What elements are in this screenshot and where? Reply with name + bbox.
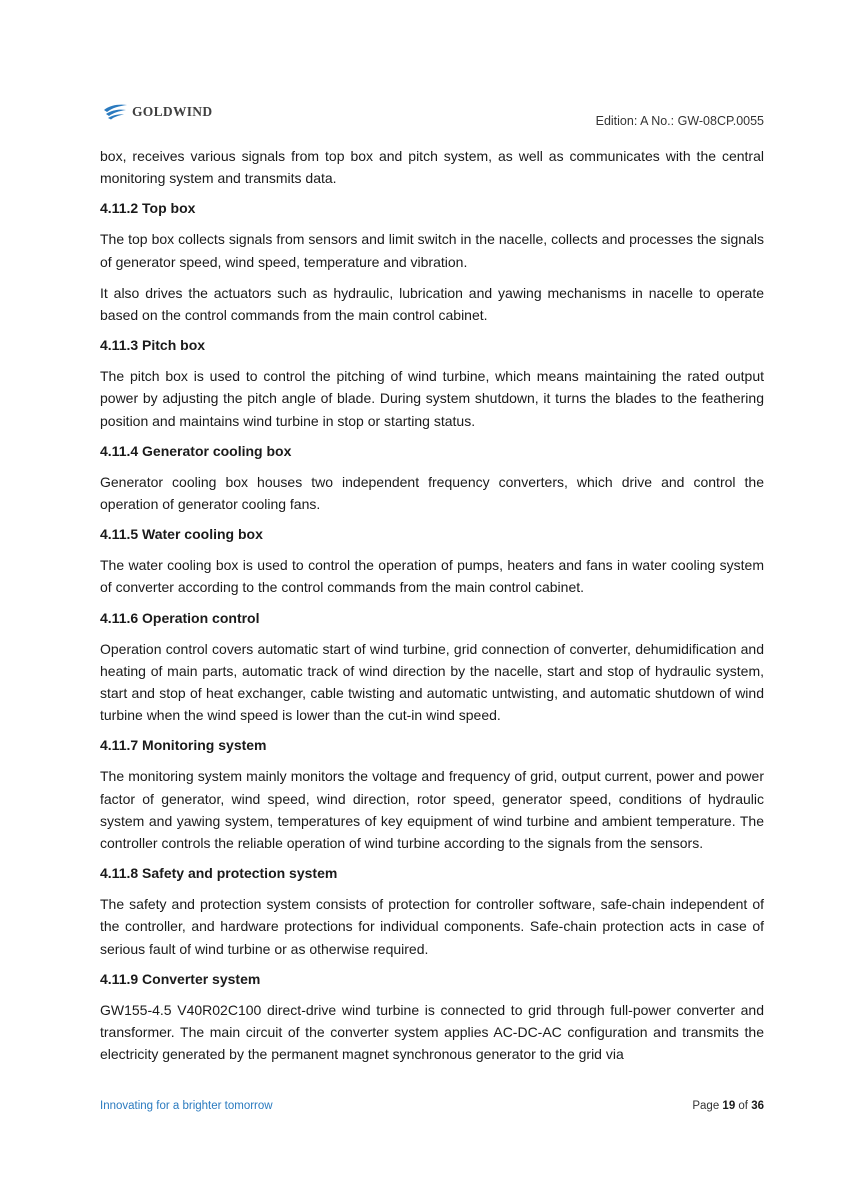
section-heading-water-cooling-box: 4.11.5 Water cooling box	[100, 526, 263, 543]
page-number	[692, 1100, 764, 1112]
goldwind-logo	[102, 104, 212, 120]
paragraph: The pitch box is used to control the pitching of wind turbine, which means maintaining the rated output power by adjusting the pitch angle of blade. During system shutdown, it turns the blades to the feathering position and maintains wind turbine in stop or starting status.	[100, 368, 764, 429]
edition-number: Edition: A No.: GW-08CP.0055	[595, 114, 764, 128]
goldwind-wind-icon	[102, 104, 128, 120]
section-heading-top-box: 4.11.2 Top box	[100, 200, 196, 217]
page-prefix: Page	[692, 1100, 723, 1112]
paragraph: The water cooling box is used to control the operation of pumps, heaters and fans in water cooling system of converter according to the control commands from the main control cabinet.	[100, 557, 764, 596]
paragraph: Generator cooling box houses two independent frequency converters, which drive and control the operation of generator cooling fans.	[100, 473, 764, 513]
paragraph: Operation control covers automatic start of wind turbine, grid connection of converter, dehumidification and heating of main parts, automatic track of wind direction by the nacelle, start and stop of hydraulic system, start and stop of heat exchanger, cable twisting and automatic untwisting, and automatic shutdown of wind turbine when the wind speed is lower than the cut-in wind speed.	[100, 640, 764, 724]
section-heading-converter-system: 4.11.9 Converter system	[100, 970, 261, 987]
section-heading-safety-protection: 4.11.8 Safety and protection system	[100, 865, 338, 882]
section-heading-generator-cooling-box: 4.11.4 Generator cooling box	[100, 442, 292, 459]
paragraph: The top box collects signals from sensors and limit switch in the nacelle, collects and processes the signals of generator speed, wind speed, temperature and vibration.	[100, 231, 764, 270]
paragraph: The monitoring system mainly monitors the voltage and frequency of grid, output current, power and power factor of generator, wind speed, wind direction, rotor speed, generator speed, conditions of hydraulic system and yawing system, temperatures of key equipment of wind turbine and ambient temperature. The controller controls the reliable operation of wind turbine according to the signals from the sensors.	[100, 768, 764, 852]
section-heading-monitoring-system: 4.11.7 Monitoring system	[100, 737, 267, 754]
brand-name: GOLDWIND	[132, 104, 213, 119]
page-header	[100, 100, 764, 132]
footer-tagline: Innovating for a brighter tomorrow	[100, 1100, 273, 1112]
page-of: of	[735, 1100, 752, 1112]
page-current: 19	[722, 1100, 736, 1112]
document-body	[100, 145, 764, 1074]
section-heading-operation-control: 4.11.6 Operation control	[100, 609, 260, 626]
paragraph: The safety and protection system consists of protection for controller software, safe-chain independent of the controller, and hardware protections for individual components. Safe-chain protection acts in case of serious fault of wind turbine or as otherwise required.	[100, 896, 764, 957]
paragraph: box, receives various signals from top box and pitch system, as well as communicates with the central monitoring system and transmits data.	[100, 148, 764, 187]
paragraph: GW155-4.5 V40R02C100 direct-drive wind turbine is connected to grid through full-power converter and transformer. The main circuit of the converter system applies AC-DC-AC configuration and transmits the electricity generated by the permanent magnet synchronous generator to the grid via	[100, 1001, 764, 1063]
page-total: 36	[751, 1100, 764, 1112]
paragraph: It also drives the actuators such as hydraulic, lubrication and yawing mechanisms in nacelle to operate based on the control commands from the main control cabinet.	[100, 284, 764, 324]
section-heading-pitch-box: 4.11.3 Pitch box	[100, 337, 206, 354]
